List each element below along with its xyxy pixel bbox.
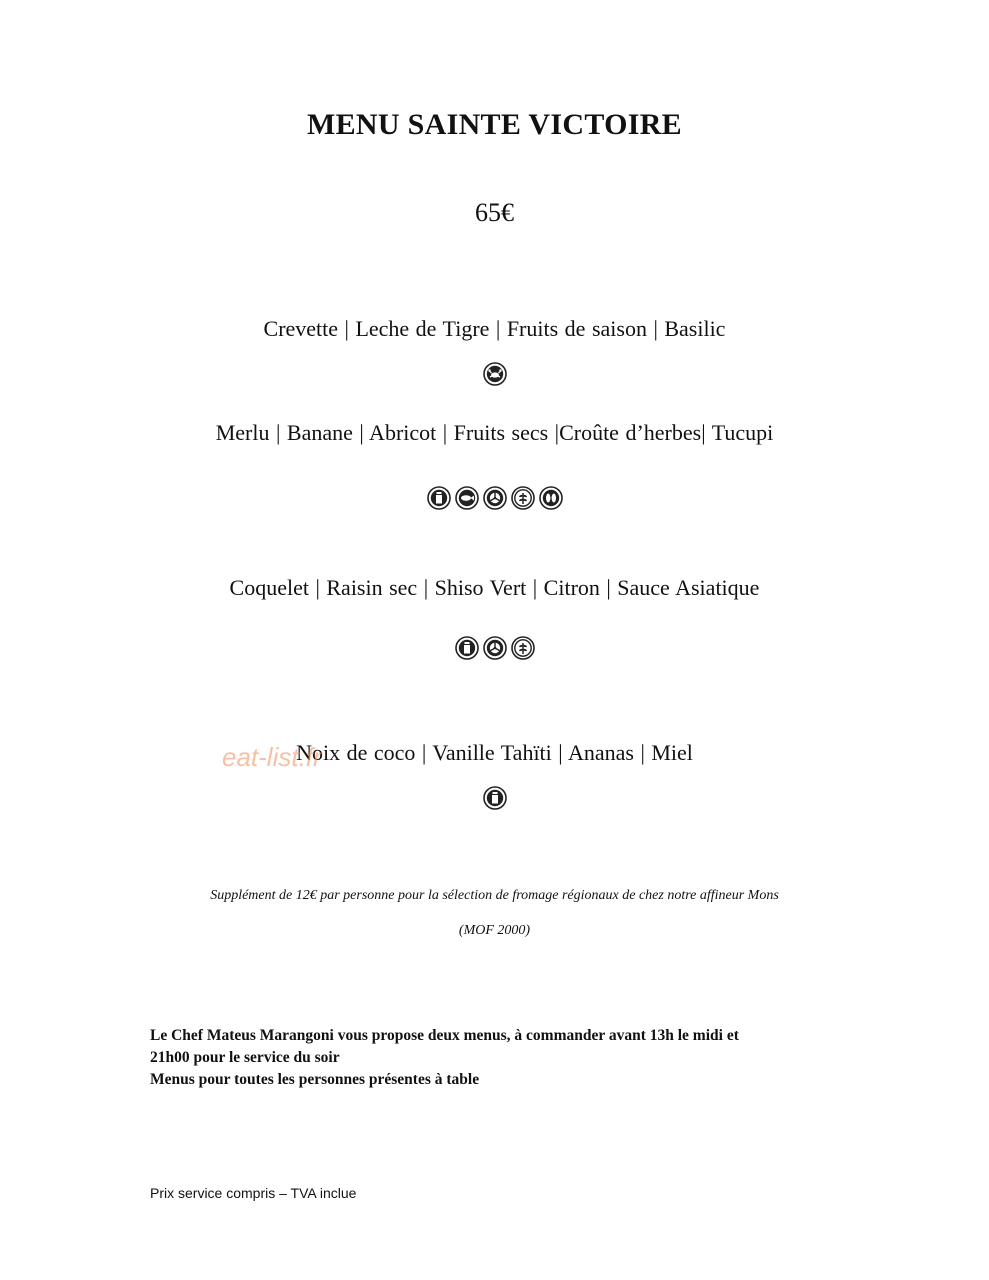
course-4-dish: Noix de coco | Vanille Tahïti | Ananas | Miel bbox=[296, 740, 693, 765]
chef-info bbox=[150, 1025, 850, 1091]
course-2-dish: Merlu | Banane | Abricot | Fruits secs |Croûte d’herbes| Tucupi bbox=[215, 420, 774, 445]
menu-price: 65€ bbox=[475, 198, 514, 227]
watermark: eat-list.fr bbox=[222, 742, 322, 772]
milk-icon bbox=[427, 486, 451, 510]
milk-icon bbox=[483, 786, 507, 810]
supplement-note: (MOF 2000) bbox=[458, 923, 531, 938]
course-3-dish: Coquelet | Raisin sec | Shiso Vert | Citron | Sauce Asiatique bbox=[229, 575, 760, 600]
chef-info-line-2: 21h00 pour le service du soir bbox=[150, 1049, 340, 1066]
mustard-icon bbox=[539, 486, 563, 510]
menu-title: MENU SAINTE VICTOIRE bbox=[307, 108, 682, 141]
milk-icon bbox=[455, 636, 479, 660]
nuts-icon bbox=[483, 636, 507, 660]
celery-icon bbox=[511, 636, 535, 660]
fish-icon bbox=[455, 486, 479, 510]
nuts-icon bbox=[483, 486, 507, 510]
celery-icon bbox=[511, 486, 535, 510]
course-1-dish: Crevette | Leche de Tigre | Fruits de saison | Basilic bbox=[263, 316, 726, 341]
cheese-supplement: Supplément de 12€ par personne pour la sélection de fromage régionaux de chez notre affineur Mons bbox=[210, 888, 779, 903]
course-3-allergens bbox=[0, 636, 989, 660]
course-2-allergens bbox=[0, 486, 989, 510]
crustacean-icon bbox=[483, 362, 507, 386]
chef-info-line-3: Menus pour toutes les personnes présentes à table bbox=[150, 1071, 480, 1088]
course-1-allergens bbox=[0, 362, 989, 386]
footer-note: Prix service compris – TVA inclue bbox=[150, 1185, 357, 1201]
course-4-allergens bbox=[0, 786, 989, 810]
chef-info-line-1: Le Chef Mateus Marangoni vous propose deux menus, à commander avant 13h le midi et bbox=[150, 1027, 739, 1044]
